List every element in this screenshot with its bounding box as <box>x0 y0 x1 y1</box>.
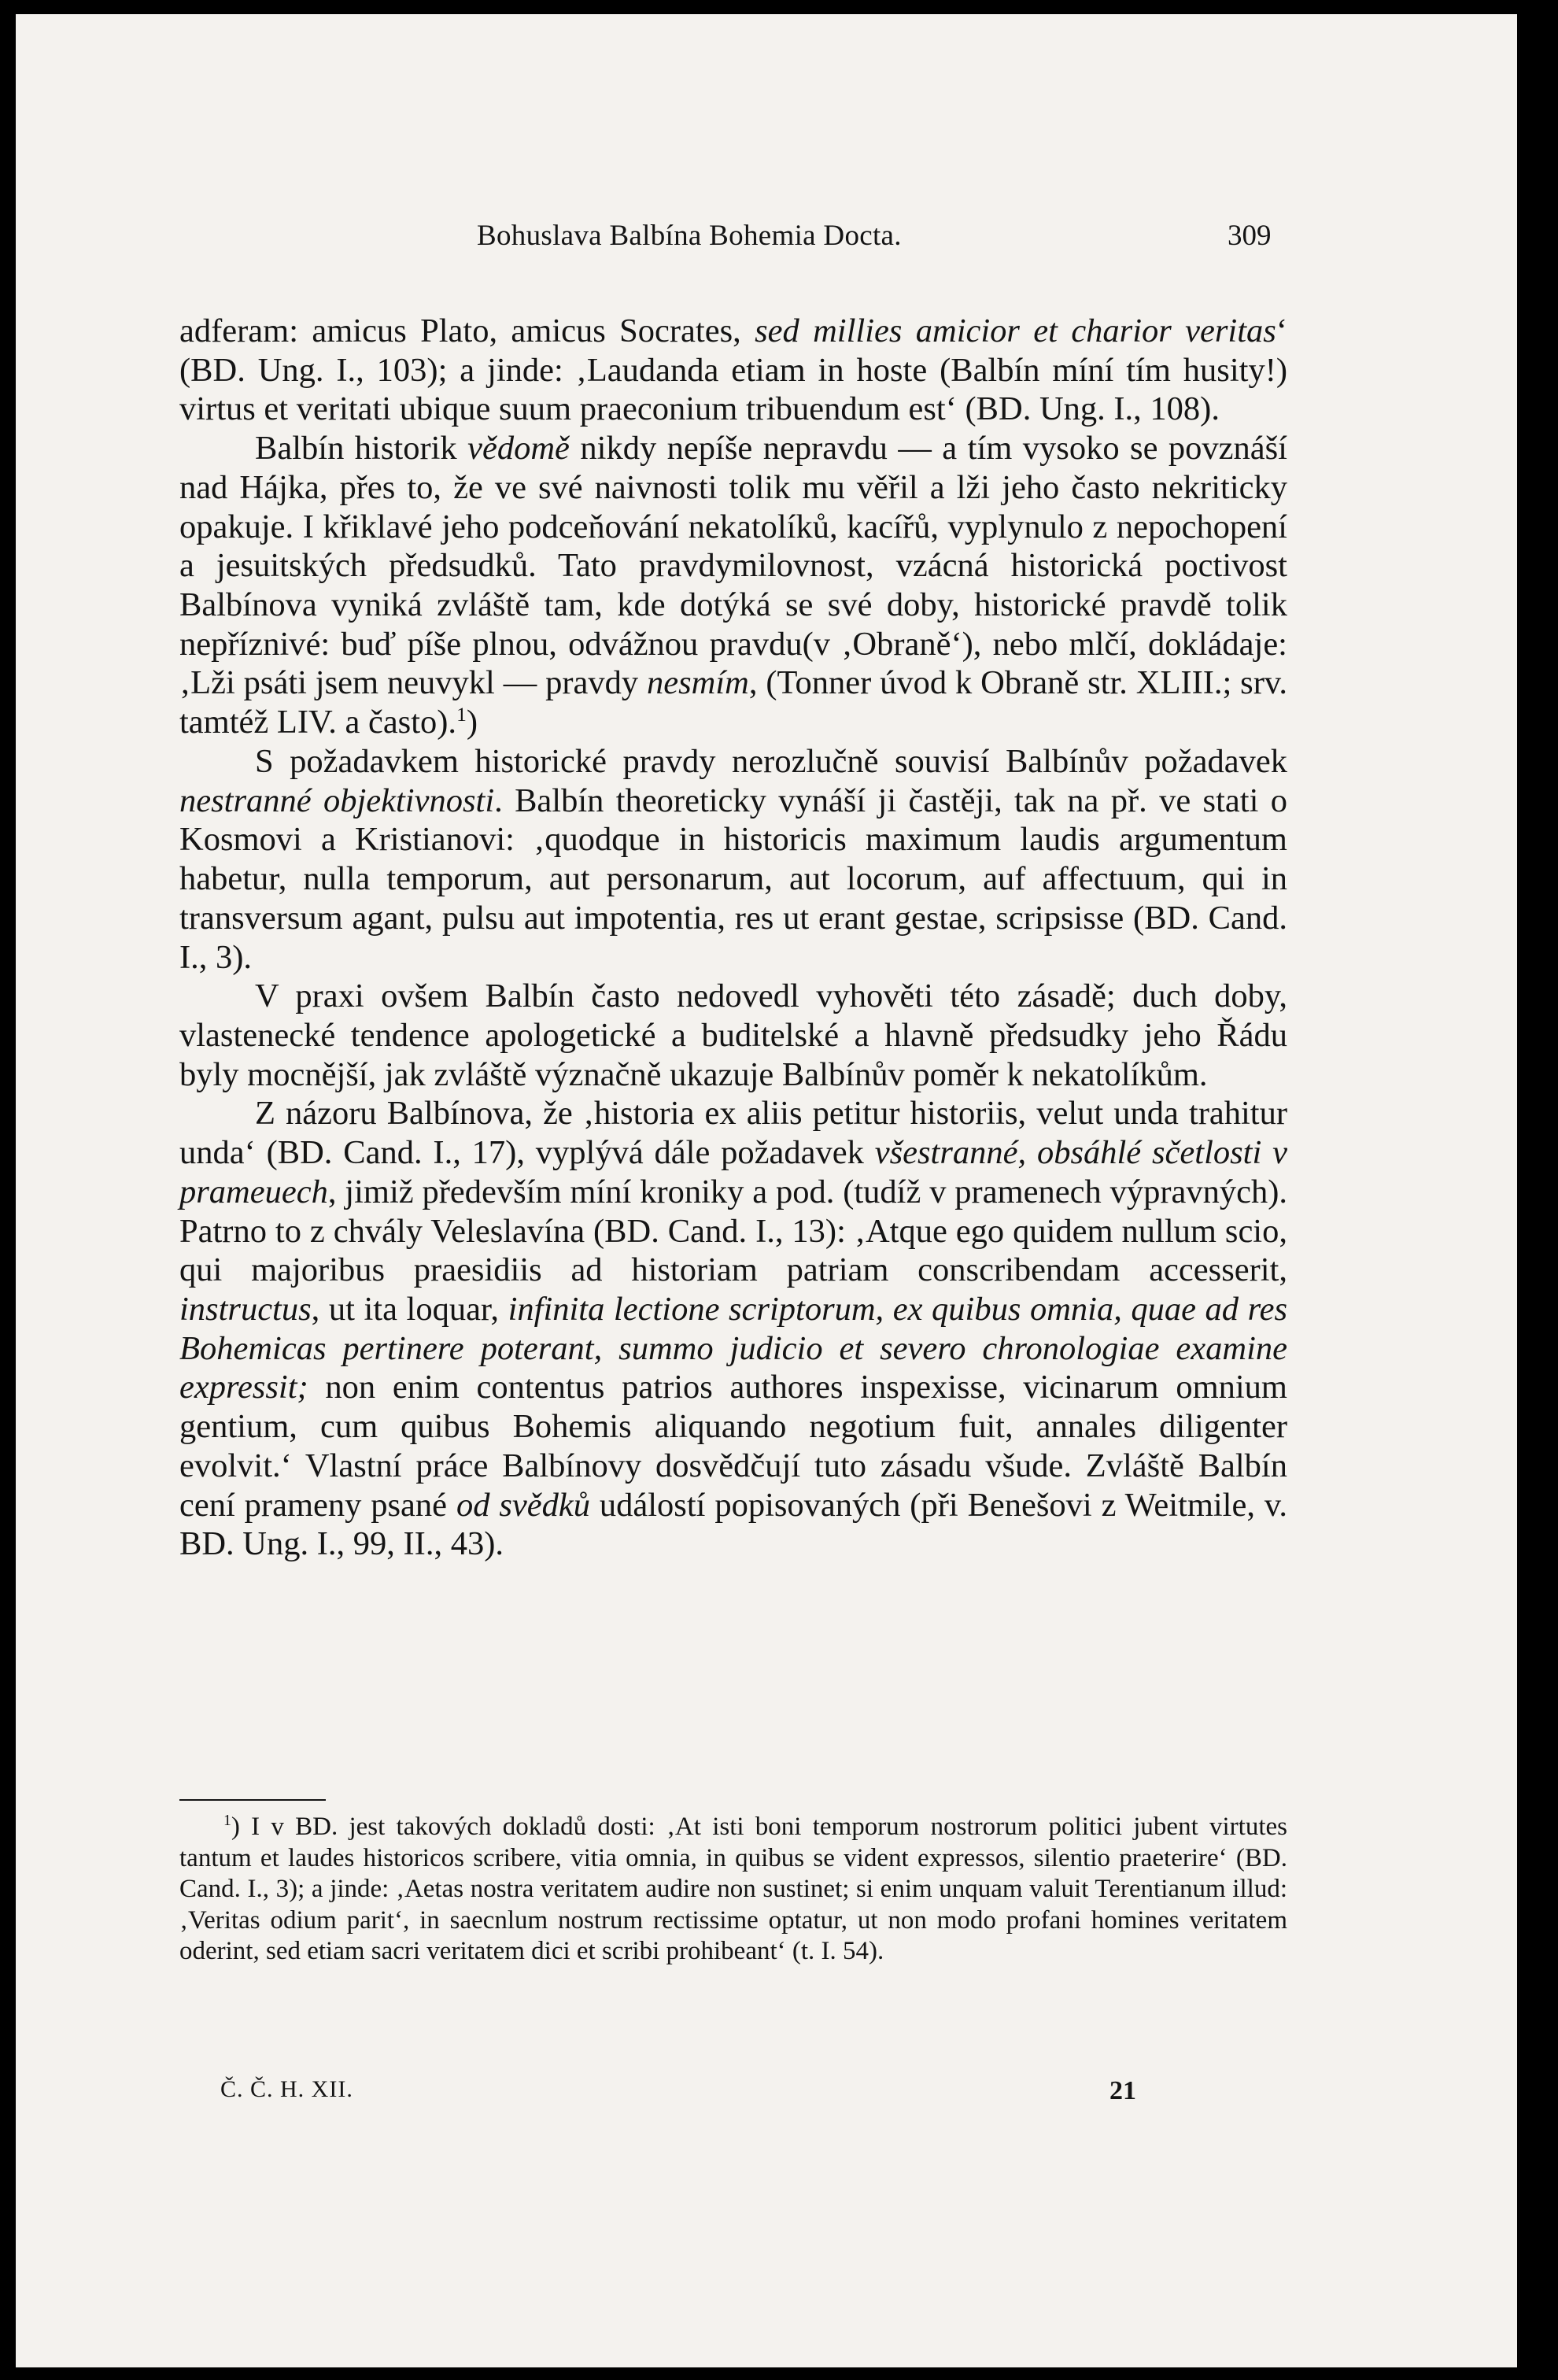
paragraph <box>179 429 1287 742</box>
italic-text: nesmím <box>647 664 749 702</box>
page-header <box>16 219 1517 266</box>
printer-signature: Č. Č. H. XII. <box>220 2076 353 2102</box>
text-run: Balbín historik <box>255 430 468 468</box>
text-run: . Balbín theoreticky vynáší ji častěji, tak na př. ve stati o Kosmovi a Kristianovi: ‚quodque in historicis maximum laudis argumentum habetur, nulla temporum, aut personarum, aut locorum, auf affectuum, qui in transversum agant, pulsu aut impotentia, res ut erant gestae, scripsisse (BD. Cand. I., 3). <box>179 782 1287 976</box>
text-run: non enim contentus patrios authores inspexisse, vicinarum omnium gentium, cum quibus Bohemis aliquando negotium fuit, annales diligenter evolvit.‘ Vlastní práce Balbínovy dosvědčují tuto zásadu všude. Zvláště Balbín cení prameny psané <box>179 1369 1287 1524</box>
footnote-rule <box>179 1799 326 1801</box>
italic-text: vědomě <box>467 430 570 468</box>
text-run: V praxi ovšem Balbín často nedovedl vyhověti této zásadě; duch doby, vlastenecké tendence apologetické a buditelské a hlavně předsudky jeho Řádu byly mocnější, jak zvláště význačně ukazuje Balbínův poměr k nekatolíkům. <box>179 978 1287 1093</box>
paragraph <box>179 742 1287 977</box>
text-run: , ut ita loquar, <box>311 1290 508 1328</box>
footnote <box>179 1812 1287 1968</box>
text-run: ) I v BD. jest takových dokladů dosti: ‚At isti boni temporum nostrorum politici jubent virtutes tantum et laudes historicos scribere, vitia omnia, in quibus se vident expressos, silentio praeterire‘ (BD. Cand. I., 3); a jinde: ‚Aetas nostra veritatem audire non sustinet; si enim unquam valuit Terentianum illud: ‚Veritas odium parit‘, in saecnlum nostrum rectissime optatur, ut non modo profani homines veritatem oderint, sed etiam sacri veritatem dici et scribi prohibeant‘ (t. I. 54). <box>179 1813 1287 1966</box>
sheet-number: 21 <box>1109 2076 1136 2105</box>
paragraph <box>179 312 1287 429</box>
paragraph <box>179 977 1287 1094</box>
text-run: adferam: amicus Plato, amicus Socrates, <box>179 312 755 349</box>
footnotes <box>179 1812 1287 1968</box>
italic-text: od svědků <box>456 1486 590 1524</box>
text-run: S požadavkem historické pravdy nerozlučně souvisí Balbínův požadavek <box>255 742 1287 780</box>
italic-text: nestranné objektivnosti <box>179 782 495 819</box>
text-run: Z názoru Balbínova, že ‚historia ex aliis petitur historiis, velut unda trahitur unda‘ (BD. Cand. I., 17), vyplývá dále požadavek <box>179 1095 1287 1172</box>
text-run: událostí popisovaných (při Benešovi z Weitmile, v. BD. Ung. I., 99, II., 43). <box>179 1486 1287 1563</box>
text-run: ‘ (BD. Ung. I., 103); a jinde: ‚Laudanda etiam in hoste (Balbín míní tím husity!) virtus et veritati ubique suum praeconium tribuendum est‘ (BD. Ung. I., 108). <box>179 312 1287 428</box>
paragraph <box>179 1094 1287 1564</box>
italic-text: všestranné, obsáhlé sčetlosti v prameuech <box>179 1134 1287 1210</box>
italic-text: infinita lectione scriptorum, ex quibus omnia, quae ad res Bohemicas pertinere poterant, summo judicio et severo chronologiae examine expressit; <box>179 1290 1287 1406</box>
running-title: Bohuslava Balbína Bohemia Docta. <box>477 220 902 252</box>
body-text <box>179 312 1287 1564</box>
text-run: , jimiž především míní kroniky a pod. (tudíž v pramenech výpravných). Patrno to z chvály Veleslavína (BD. Cand. I., 13): ‚Atque ego quidem nullum scio, qui majoribus praesidiis ad historiam patriam conscribendam accesserit, <box>179 1173 1287 1289</box>
footnote-marker: 1 <box>456 703 467 726</box>
text-run: nikdy nepíše nepravdu — a tím vysoko se povznáší nad Hájka, přes to, že ve své naivnosti tolik mu věřil a lži jeho často nekriticky opakuje. I křiklavé jeho podceňování nekatolíků, kacířů, vyplynulo z nepochopení a jesuitských předsudků. Tato pravdymilovnost, vzácná historická poctivost Balbínova vyniká zvláště tam, kde dotýká se své doby, historické pravdě tolik nepříznivé: buď píše plnou, odvážnou pravdu(v ‚Obraně‘), nebo mlčí, dokládaje: ‚Lži psáti jsem neuvykl — pravdy <box>179 430 1287 702</box>
italic-text: instructus <box>179 1290 312 1328</box>
book-page <box>16 14 1517 2367</box>
text-run: , (Tonner úvod k Obraně str. XLIII.; srv. tamtéž LIV. a často). <box>179 664 1287 741</box>
footnote-marker: 1 <box>223 1812 231 1829</box>
page-number: 309 <box>1228 220 1272 252</box>
italic-text: sed millies amicior et charior veritas <box>755 312 1276 349</box>
text-run: ) <box>466 704 478 741</box>
